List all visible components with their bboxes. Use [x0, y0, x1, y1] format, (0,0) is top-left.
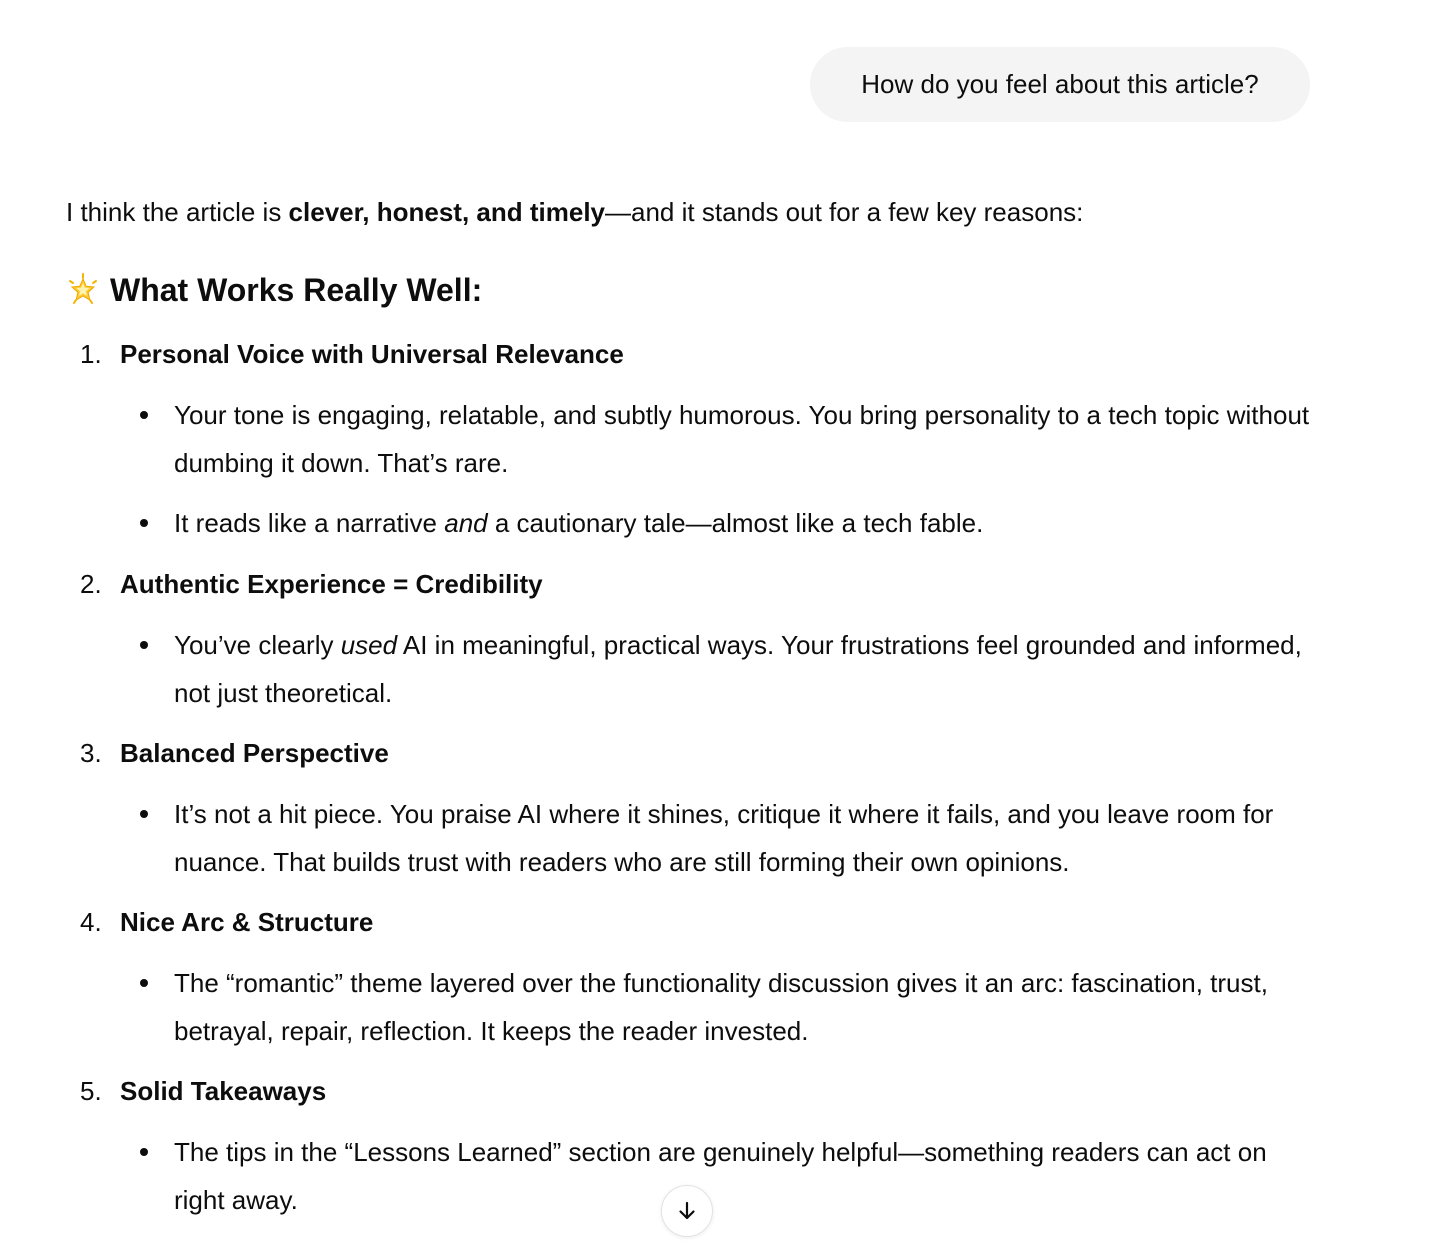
list-item-number: 1. [80, 339, 102, 369]
user-message-text: How do you feel about this article? [861, 69, 1259, 99]
bullet-emphasis: used [340, 630, 398, 660]
list-item-number: 4. [80, 907, 102, 937]
list-item-bullet [140, 790, 1320, 886]
list-item-title-text: Nice Arc & Structure [120, 907, 374, 937]
bullet-dot [140, 979, 148, 987]
scroll-to-bottom-button[interactable] [661, 1185, 713, 1237]
bullet-dot [140, 641, 148, 649]
list-item-title [80, 1073, 326, 1109]
bullet-text-part: a cautionary tale—almost like a tech fable. [487, 508, 984, 538]
user-message-bubble [810, 47, 1310, 122]
list-item-title [80, 904, 373, 940]
bullet-emphasis: and [444, 508, 488, 538]
arrow-down-icon [675, 1199, 699, 1223]
bullet-text-part: Your tone is engaging, relatable, and subtly humorous. You bring personality to a tech topic without dumbing it down. That’s rare. [174, 400, 1310, 478]
bullet-dot [140, 810, 148, 818]
bullet-text-part: You’ve clearly [174, 630, 341, 660]
list-item-bullet [140, 621, 1320, 717]
bullet-text-part: The tips in the “Lessons Learned” section are genuinely helpful—something readers can act on right away. [174, 1137, 1267, 1215]
intro-start: I think the article is [66, 197, 289, 227]
glowing-star-icon [66, 273, 100, 307]
bullet-text-part: It reads like a narrative [174, 508, 445, 538]
list-item-title [80, 735, 389, 771]
list-item-title [80, 336, 624, 372]
list-item-number: 3. [80, 738, 102, 768]
bullet-text [174, 1128, 1320, 1224]
list-item-title [80, 566, 543, 602]
bullet-dot [140, 1148, 148, 1156]
list-item-title-text: Authentic Experience = Credibility [120, 569, 543, 599]
list-item-bullet [140, 1128, 1320, 1224]
section-heading-text: What Works Really Well: [110, 271, 483, 308]
bullet-text [174, 959, 1320, 1055]
list-item-title-text: Balanced Perspective [120, 738, 389, 768]
bullet-text-part: AI in meaningful, practical ways. Your frustrations feel grounded and informed, not just theoretical. [174, 630, 1302, 708]
bullet-text [174, 499, 1320, 547]
section-heading [66, 268, 482, 312]
bullet-text [174, 790, 1320, 886]
list-item-title-text: Solid Takeaways [120, 1076, 327, 1106]
reply-intro [66, 194, 1083, 230]
bullet-text [174, 621, 1320, 717]
list-item-bullet [140, 959, 1320, 1055]
bullet-dot [140, 519, 148, 527]
intro-end: —and it stands out for a few key reasons: [605, 197, 1084, 227]
list-item-number: 2. [80, 569, 102, 599]
list-item-title-text: Personal Voice with Universal Relevance [120, 339, 624, 369]
bullet-text-part: It’s not a hit piece. You praise AI where it shines, critique it where it fails, and you leave room for nuance. That builds trust with readers who are still forming their own opinions. [174, 799, 1274, 877]
bullet-text [174, 391, 1320, 487]
bullet-text-part: The “romantic” theme layered over the functionality discussion gives it an arc: fascination, trust, betrayal, repair, reflection. It keeps the reader invested. [174, 968, 1268, 1046]
intro-bold: clever, honest, and timely [288, 197, 606, 227]
list-item-bullet [140, 391, 1320, 487]
list-item-bullet [140, 499, 1320, 547]
list-item-number: 5. [80, 1076, 102, 1106]
bullet-dot [140, 411, 148, 419]
